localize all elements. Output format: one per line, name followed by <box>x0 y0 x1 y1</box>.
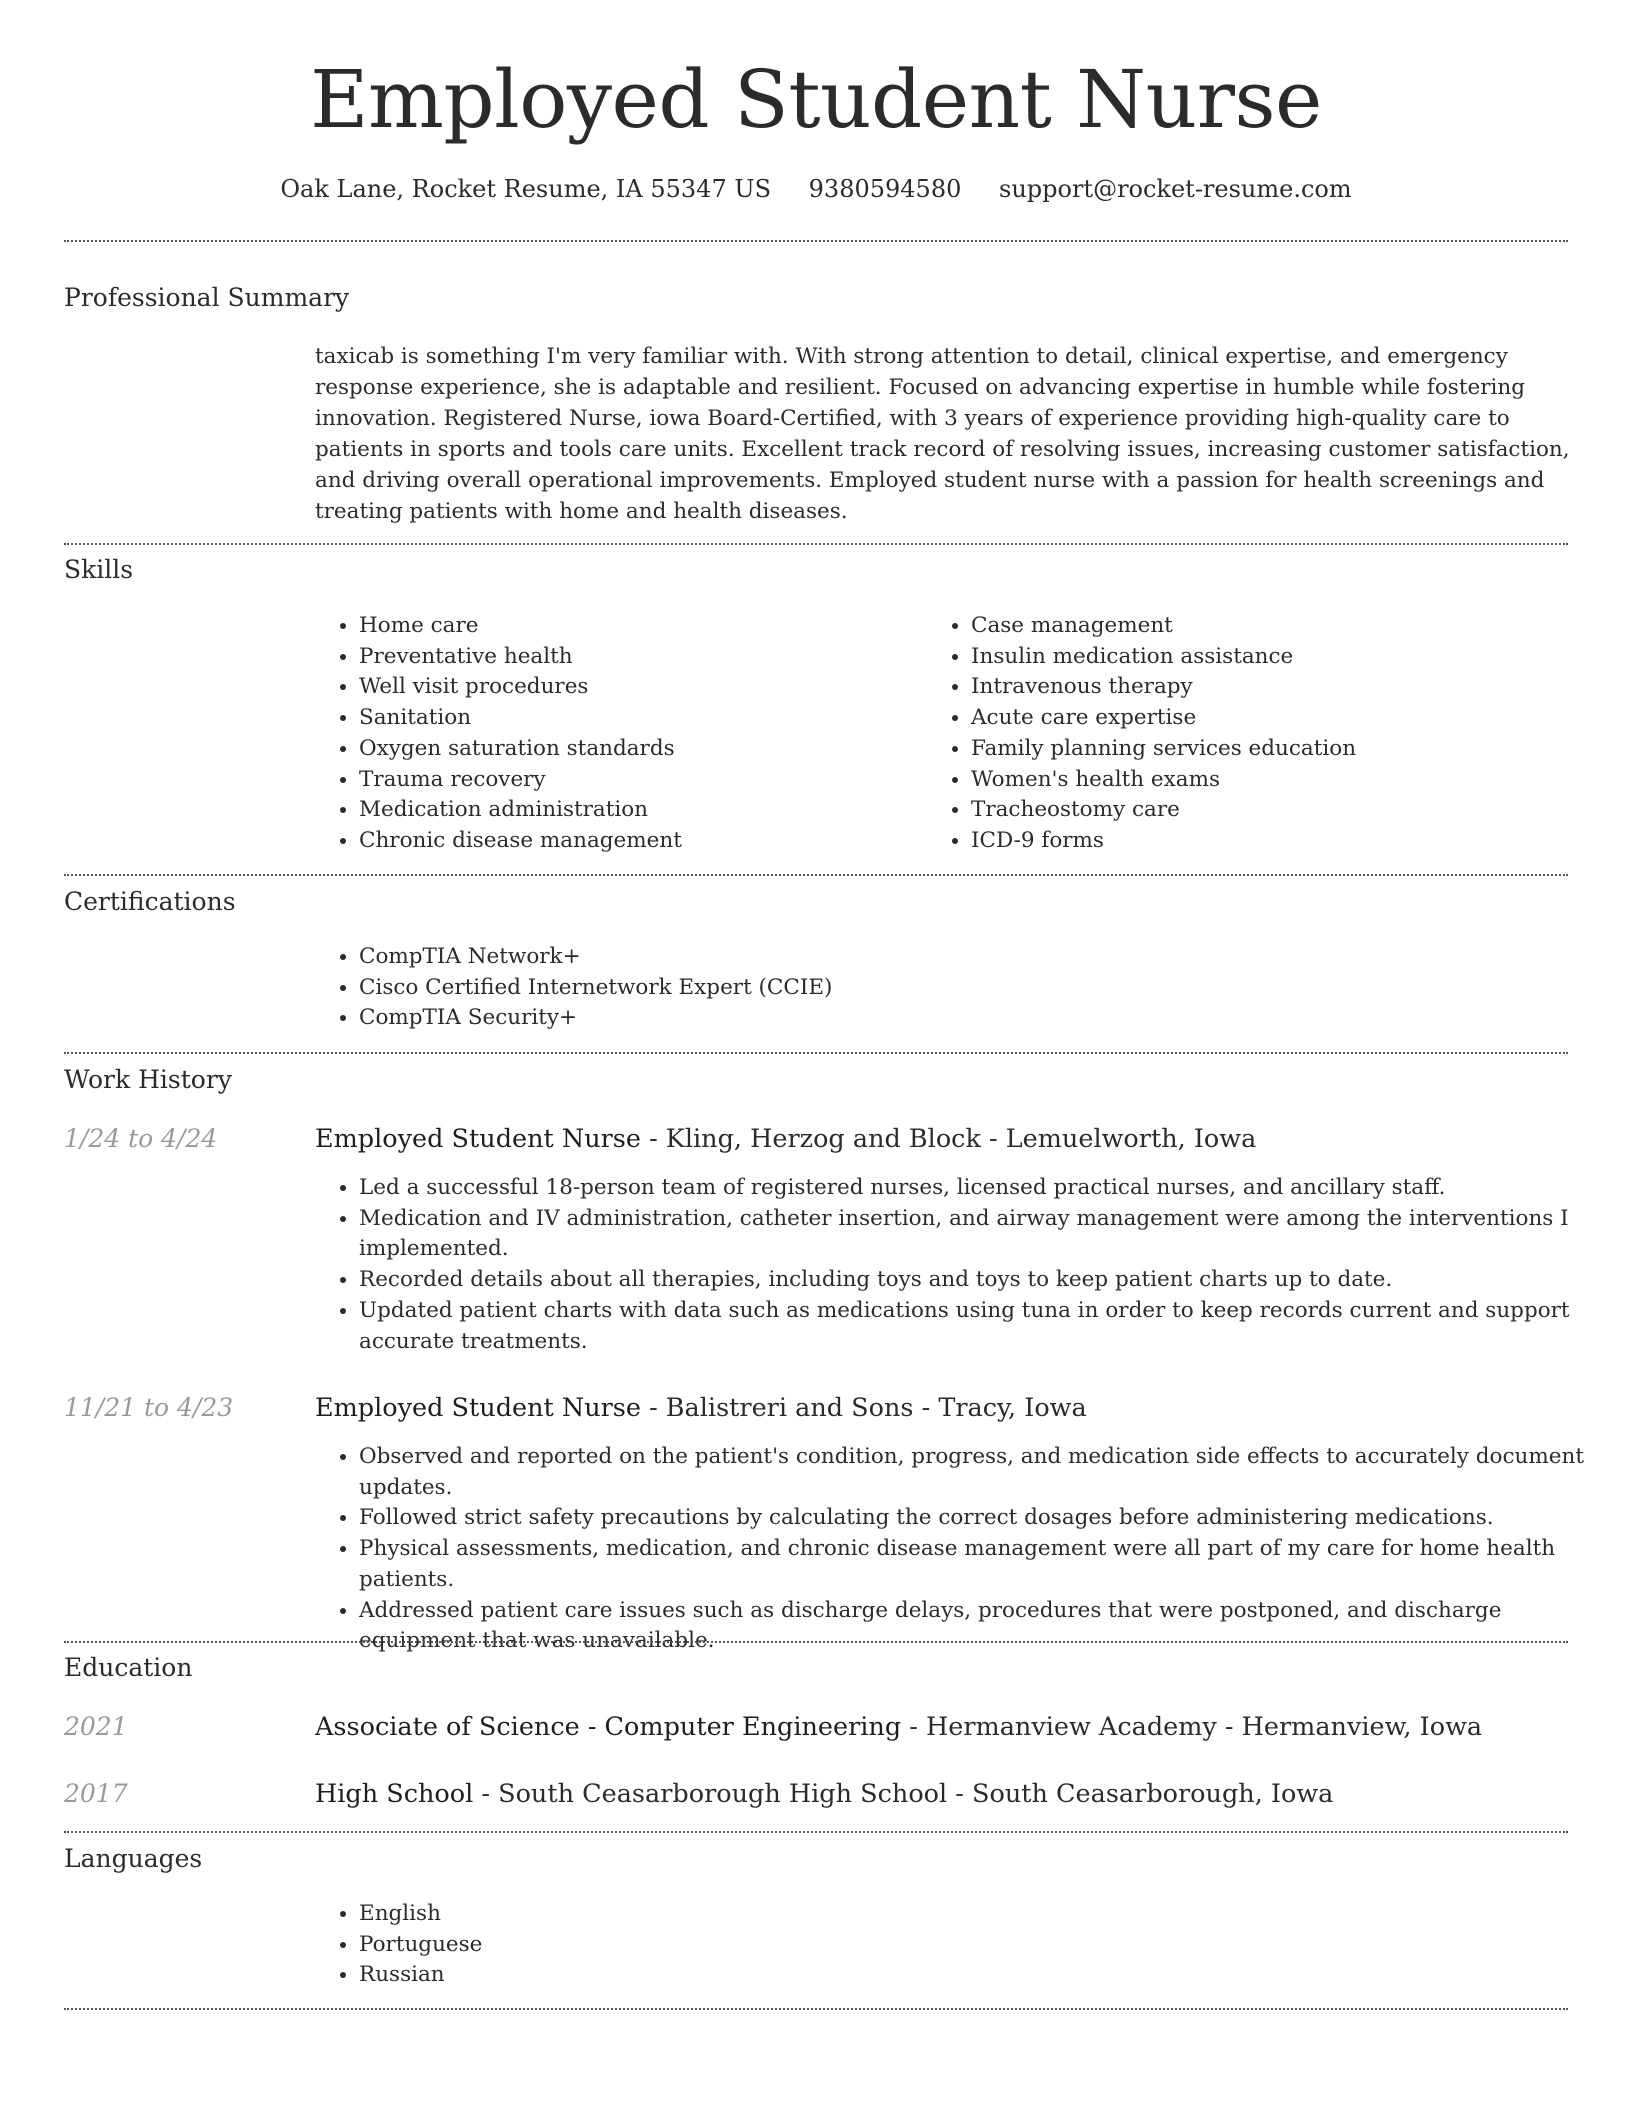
job-details: - Balistreri and Sons - Tracy, Iowa <box>640 1393 1087 1423</box>
skill-item: • Medication administration <box>359 795 682 826</box>
job-bullet: • Led a successful 18-person team of registered nurses, licensed practical nurses, and ancillary staff. <box>359 1173 1614 1204</box>
certification-item: • CompTIA Network+ <box>359 942 832 973</box>
certifications-list <box>315 942 832 1034</box>
job-bullet: • Physical assessments, medication, and chronic disease management were all part of my care for home health patients. <box>359 1534 1614 1595</box>
divider <box>64 1052 1568 1054</box>
address: Oak Lane, Rocket Resume, IA 55347 US <box>280 175 772 203</box>
section-title-languages: Languages <box>64 1844 203 1873</box>
divider <box>64 1641 1568 1643</box>
skill-item: • Well visit procedures <box>359 672 682 703</box>
resume-name: Employed Student Nurse <box>310 53 1322 146</box>
section-title-skills: Skills <box>64 555 134 584</box>
job-bullet: • Addressed patient care issues such as discharge delays, procedures that were postponed, and discharge equipment that was unavailable. <box>359 1596 1614 1657</box>
email-link[interactable]: support@rocket-resume.com <box>999 175 1352 203</box>
language-item: • Portuguese <box>359 1930 482 1961</box>
skill-item: • Acute care expertise <box>971 703 1356 734</box>
section-title-certifications: Certifications <box>64 887 236 916</box>
divider <box>64 1831 1568 1833</box>
job-title <box>315 1122 1256 1156</box>
skill-item: • ICD-9 forms <box>971 826 1356 857</box>
language-item: • Russian <box>359 1960 482 1991</box>
skill-item: • Case management <box>971 611 1356 642</box>
job-bullets <box>315 1173 1614 1357</box>
contact-line <box>0 172 1632 206</box>
job-bullet: • Observed and reported on the patient's condition, progress, and medication side effects to accurately document updates. <box>359 1442 1614 1503</box>
skill-item: • Chronic disease management <box>359 826 682 857</box>
skills-list-right <box>927 611 1356 857</box>
skill-item: • Intravenous therapy <box>971 672 1356 703</box>
education-entry <box>315 1777 1333 1811</box>
job-role: Employed Student Nurse <box>315 1124 641 1154</box>
education-entry <box>315 1710 1482 1744</box>
skill-item: • Oxygen saturation standards <box>359 734 682 765</box>
skill-item: • Sanitation <box>359 703 682 734</box>
job-dates: 11/21 to 4/23 <box>64 1393 234 1422</box>
divider <box>64 2008 1568 2010</box>
education-degree: Associate of Science - Computer Engineering <box>315 1712 902 1742</box>
certification-item: • Cisco Certified Internetwork Expert (CCIE) <box>359 973 832 1004</box>
divider <box>64 874 1568 876</box>
certification-item: • CompTIA Security+ <box>359 1003 832 1034</box>
education-details: - South Ceasarborough High School - South Ceasarborough, Iowa <box>473 1779 1334 1809</box>
job-bullet: • Updated patient charts with data such as medications using tuna in order to keep records current and support accurate treatments. <box>359 1296 1614 1357</box>
education-year: 2017 <box>64 1779 128 1808</box>
job-bullet: • Medication and IV administration, catheter insertion, and airway management were among the interventions I implemented. <box>359 1204 1614 1265</box>
section-title-summary: Professional Summary <box>64 283 350 312</box>
education-year: 2021 <box>64 1712 128 1741</box>
skill-item: • Family planning services education <box>971 734 1356 765</box>
skill-item: • Trauma recovery <box>359 765 682 796</box>
job-role: Employed Student Nurse <box>315 1393 641 1423</box>
job-dates: 1/24 to 4/24 <box>64 1124 218 1153</box>
skill-item: • Tracheostomy care <box>971 795 1356 826</box>
skill-item: • Insulin medication assistance <box>971 642 1356 673</box>
phone: 9380594580 <box>808 175 962 203</box>
summary-text: taxicab is something I'm very familiar with. With strong attention to detail, clinical expertise, and emergency response experience, she is adaptable and resilient. Focused on advancing expertise in humble while fostering innovation. Registered Nurse, iowa Board-Certified, with 3 years of experience providing high-quality care to patients in sports and tools care units. Excellent track record of resolving issues, increasing customer satisfaction, and driving overall operational improvements. Employed student nurse with a passion for health screenings and treating patients with home and health diseases. <box>315 344 1570 524</box>
skill-item: • Women's health exams <box>971 765 1356 796</box>
job-details: - Kling, Herzog and Block - Lemuelworth, Iowa <box>640 1124 1257 1154</box>
section-title-education: Education <box>64 1653 193 1682</box>
divider <box>64 240 1568 242</box>
job-bullets <box>315 1442 1614 1657</box>
job-bullet: • Followed strict safety precautions by calculating the correct dosages before administering medications. <box>359 1503 1614 1534</box>
skills-list-left <box>315 611 682 857</box>
skill-item: • Preventative health <box>359 642 682 673</box>
skill-item: • Home care <box>359 611 682 642</box>
language-item: • English <box>359 1899 482 1930</box>
languages-list <box>315 1899 482 1991</box>
education-degree: High School <box>315 1779 474 1809</box>
job-title <box>315 1391 1087 1425</box>
section-title-work-history: Work History <box>64 1065 232 1094</box>
job-bullet: • Recorded details about all therapies, including toys and toys to keep patient charts up to date. <box>359 1265 1614 1296</box>
divider <box>64 543 1568 545</box>
education-details: - Hermanview Academy - Hermanview, Iowa <box>901 1712 1483 1742</box>
